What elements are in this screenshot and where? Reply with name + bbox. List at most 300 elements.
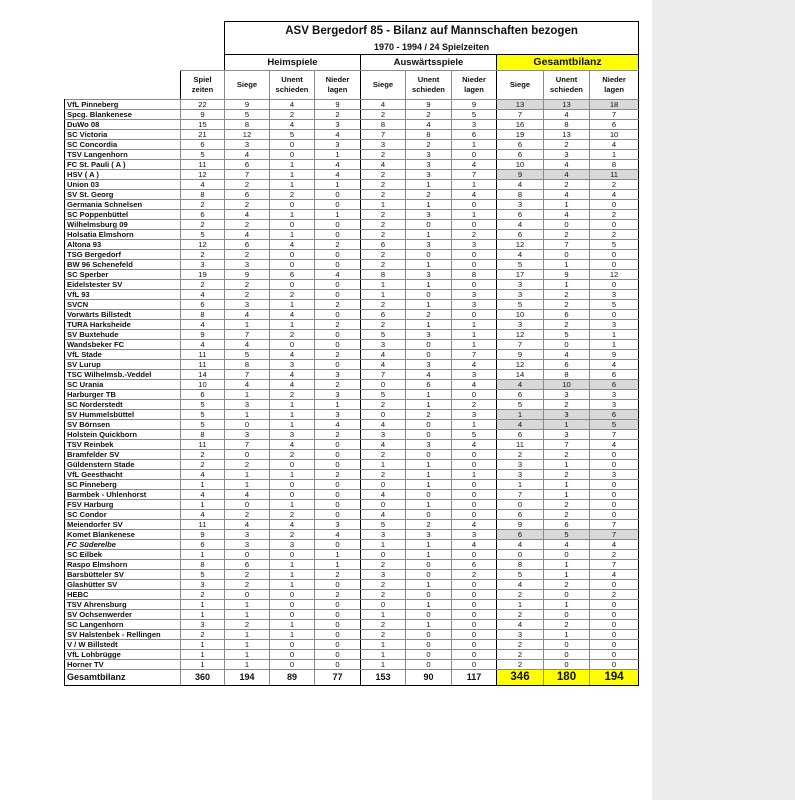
heim-siege: 3 <box>225 530 270 540</box>
heim-unentschieden: 0 <box>270 650 315 660</box>
heim-niederlagen: 3 <box>315 390 361 400</box>
table-row <box>65 350 639 360</box>
heim-niederlagen: 0 <box>315 610 361 620</box>
spielzeiten: 4 <box>181 490 225 500</box>
heim-unentschieden: 2 <box>270 390 315 400</box>
heim-niederlagen: 2 <box>315 320 361 330</box>
aus-niederlagen: 1 <box>452 320 497 330</box>
aus-siege: 2 <box>361 260 406 270</box>
spielzeiten: 9 <box>181 110 225 120</box>
aus-unentschieden: 3 <box>406 440 452 450</box>
aus-siege: 4 <box>361 350 406 360</box>
table-row <box>65 460 639 470</box>
ges-unentschieden: 2 <box>544 300 590 310</box>
heim-siege: 0 <box>225 500 270 510</box>
ges-unentschieden: 6 <box>544 310 590 320</box>
aus-unentschieden: 0 <box>406 510 452 520</box>
header-ges-niederlagen: Nieder lagen <box>590 71 639 100</box>
ges-niederlagen: 0 <box>590 220 639 230</box>
aus-siege: 0 <box>361 550 406 560</box>
aus-siege: 2 <box>361 180 406 190</box>
table-row <box>65 310 639 320</box>
ges-unentschieden: 4 <box>544 170 590 180</box>
table-row <box>65 440 639 450</box>
table-row <box>65 210 639 220</box>
team-name: Bramfelder SV <box>65 450 181 460</box>
ges-unentschieden: 8 <box>544 370 590 380</box>
heim-niederlagen: 4 <box>315 160 361 170</box>
aus-unentschieden: 4 <box>406 120 452 130</box>
aus-unentschieden: 3 <box>406 150 452 160</box>
aus-niederlagen: 0 <box>452 500 497 510</box>
aus-unentschieden: 2 <box>406 140 452 150</box>
aus-unentschieden: 1 <box>406 320 452 330</box>
spielzeiten: 5 <box>181 230 225 240</box>
table-row <box>65 490 639 500</box>
heim-unentschieden: 5 <box>270 130 315 140</box>
aus-unentschieden: 1 <box>406 600 452 610</box>
aus-niederlagen: 3 <box>452 120 497 130</box>
team-name: BW 96 Schenefeld <box>65 260 181 270</box>
ges-siege: 12 <box>497 240 544 250</box>
heim-unentschieden: 0 <box>270 480 315 490</box>
table-row <box>65 560 639 570</box>
spielzeiten: 19 <box>181 270 225 280</box>
table-row <box>65 170 639 180</box>
aus-siege: 2 <box>361 210 406 220</box>
aus-niederlagen: 0 <box>452 580 497 590</box>
ges-unentschieden: 6 <box>544 360 590 370</box>
aus-niederlagen: 7 <box>452 170 497 180</box>
ges-siege: 4 <box>497 580 544 590</box>
aus-unentschieden: 6 <box>406 380 452 390</box>
spielzeiten: 14 <box>181 370 225 380</box>
team-name: Union 03 <box>65 180 181 190</box>
aus-siege: 1 <box>361 650 406 660</box>
aus-niederlagen: 0 <box>452 150 497 160</box>
heim-unentschieden: 2 <box>270 190 315 200</box>
ges-niederlagen: 0 <box>590 610 639 620</box>
spielzeiten: 8 <box>181 310 225 320</box>
spielzeiten: 12 <box>181 240 225 250</box>
team-name: SV Halstenbek - Rellingen <box>65 630 181 640</box>
spielzeiten: 5 <box>181 410 225 420</box>
aus-unentschieden: 0 <box>406 490 452 500</box>
aus-siege: 8 <box>361 120 406 130</box>
team-name: TSV Ahrensburg <box>65 600 181 610</box>
aus-niederlagen: 1 <box>452 180 497 190</box>
heim-siege: 4 <box>225 340 270 350</box>
table-row <box>65 120 639 130</box>
ges-niederlagen: 4 <box>590 360 639 370</box>
team-name: VfL Lohbrügge <box>65 650 181 660</box>
ges-unentschieden: 10 <box>544 380 590 390</box>
heim-unentschieden: 0 <box>270 200 315 210</box>
total-ges-siege: 346 <box>497 670 544 686</box>
aus-niederlagen: 3 <box>452 300 497 310</box>
table-row <box>65 610 639 620</box>
aus-niederlagen: 4 <box>452 380 497 390</box>
spielzeiten: 2 <box>181 250 225 260</box>
ges-siege: 2 <box>497 610 544 620</box>
heim-siege: 3 <box>225 300 270 310</box>
table-row <box>65 110 639 120</box>
heim-niederlagen: 0 <box>315 280 361 290</box>
ges-siege: 4 <box>497 540 544 550</box>
table-row <box>65 540 639 550</box>
aus-unentschieden: 1 <box>406 260 452 270</box>
spielzeiten: 1 <box>181 650 225 660</box>
heim-siege: 3 <box>225 400 270 410</box>
heim-unentschieden: 0 <box>270 610 315 620</box>
aus-siege: 2 <box>361 230 406 240</box>
aus-siege: 7 <box>361 130 406 140</box>
ges-niederlagen: 2 <box>590 550 639 560</box>
spielzeiten: 11 <box>181 160 225 170</box>
ges-unentschieden: 2 <box>544 510 590 520</box>
spielzeiten: 15 <box>181 120 225 130</box>
team-name: TSC Wilhelmsb.-Veddel <box>65 370 181 380</box>
spielzeiten: 6 <box>181 540 225 550</box>
aus-unentschieden: 3 <box>406 330 452 340</box>
aus-niederlagen: 4 <box>452 440 497 450</box>
ges-niederlagen: 7 <box>590 530 639 540</box>
ges-unentschieden: 1 <box>544 280 590 290</box>
total-ges-niederlagen: 194 <box>590 670 639 686</box>
aus-unentschieden: 0 <box>406 560 452 570</box>
total-label: Gesamtbilanz <box>65 670 181 686</box>
aus-siege: 2 <box>361 190 406 200</box>
team-name: TURA Harksheide <box>65 320 181 330</box>
heim-unentschieden: 1 <box>270 470 315 480</box>
ges-niederlagen: 0 <box>590 510 639 520</box>
heim-siege: 2 <box>225 200 270 210</box>
heim-niederlagen: 2 <box>315 470 361 480</box>
table-row <box>65 300 639 310</box>
spielzeiten: 4 <box>181 340 225 350</box>
spielzeiten: 9 <box>181 330 225 340</box>
heim-niederlagen: 2 <box>315 240 361 250</box>
spielzeiten: 5 <box>181 400 225 410</box>
table-row <box>65 430 639 440</box>
ges-unentschieden: 0 <box>544 650 590 660</box>
heim-unentschieden: 1 <box>270 300 315 310</box>
aus-niederlagen: 9 <box>452 100 497 110</box>
aus-unentschieden: 1 <box>406 180 452 190</box>
heim-siege: 1 <box>225 470 270 480</box>
aus-unentschieden: 3 <box>406 270 452 280</box>
ges-niederlagen: 5 <box>590 240 639 250</box>
heim-niederlagen: 3 <box>315 140 361 150</box>
aus-siege: 2 <box>361 250 406 260</box>
table-row <box>65 180 639 190</box>
spielzeiten: 5 <box>181 420 225 430</box>
aus-unentschieden: 2 <box>406 520 452 530</box>
ges-siege: 5 <box>497 260 544 270</box>
ges-unentschieden: 0 <box>544 660 590 670</box>
heim-niederlagen: 0 <box>315 260 361 270</box>
aus-niederlagen: 1 <box>452 330 497 340</box>
aus-unentschieden: 0 <box>406 650 452 660</box>
ges-unentschieden: 1 <box>544 630 590 640</box>
ges-siege: 4 <box>497 180 544 190</box>
team-name: SC Langenhorn <box>65 620 181 630</box>
heim-unentschieden: 0 <box>270 340 315 350</box>
aus-niederlagen: 4 <box>452 360 497 370</box>
aus-siege: 1 <box>361 610 406 620</box>
heim-siege: 1 <box>225 640 270 650</box>
heim-unentschieden: 4 <box>270 370 315 380</box>
heim-unentschieden: 2 <box>270 530 315 540</box>
heim-niederlagen: 0 <box>315 630 361 640</box>
heim-niederlagen: 3 <box>315 410 361 420</box>
ges-niederlagen: 6 <box>590 370 639 380</box>
table-row <box>65 340 639 350</box>
heim-siege: 12 <box>225 130 270 140</box>
aus-niederlagen: 3 <box>452 370 497 380</box>
heim-unentschieden: 1 <box>270 410 315 420</box>
heim-siege: 1 <box>225 600 270 610</box>
total-heim-siege: 194 <box>225 670 270 686</box>
team-name: SC Eilbek <box>65 550 181 560</box>
heim-unentschieden: 0 <box>270 280 315 290</box>
team-name: Eidelstester SV <box>65 280 181 290</box>
heim-siege: 2 <box>225 570 270 580</box>
heim-siege: 3 <box>225 260 270 270</box>
team-name: Holsatia Elmshorn <box>65 230 181 240</box>
aus-siege: 2 <box>361 630 406 640</box>
ges-unentschieden: 1 <box>544 460 590 470</box>
aus-unentschieden: 0 <box>406 250 452 260</box>
team-name: VfL Geesthacht <box>65 470 181 480</box>
aus-siege: 1 <box>361 460 406 470</box>
table-row <box>65 130 639 140</box>
team-name: SV Buxtehude <box>65 330 181 340</box>
heim-unentschieden: 3 <box>270 430 315 440</box>
heim-unentschieden: 0 <box>270 590 315 600</box>
heim-unentschieden: 1 <box>270 580 315 590</box>
ges-siege: 12 <box>497 360 544 370</box>
ges-niederlagen: 2 <box>590 230 639 240</box>
ges-niederlagen: 0 <box>590 500 639 510</box>
ges-unentschieden: 7 <box>544 440 590 450</box>
ges-unentschieden: 4 <box>544 190 590 200</box>
ges-unentschieden: 0 <box>544 640 590 650</box>
heim-unentschieden: 1 <box>270 560 315 570</box>
spielzeiten: 1 <box>181 640 225 650</box>
table-row <box>65 660 639 670</box>
spielzeiten: 8 <box>181 560 225 570</box>
ges-siege: 6 <box>497 230 544 240</box>
heim-siege: 5 <box>225 350 270 360</box>
ges-unentschieden: 4 <box>544 350 590 360</box>
heim-siege: 6 <box>225 560 270 570</box>
ges-siege: 9 <box>497 350 544 360</box>
aus-niederlagen: 3 <box>452 530 497 540</box>
spielzeiten: 2 <box>181 460 225 470</box>
ges-unentschieden: 2 <box>544 500 590 510</box>
heim-niederlagen: 0 <box>315 460 361 470</box>
aus-siege: 2 <box>361 170 406 180</box>
aus-siege: 6 <box>361 310 406 320</box>
ges-siege: 3 <box>497 320 544 330</box>
table-row <box>65 220 639 230</box>
group-heimspiele: Heimspiele <box>225 55 361 71</box>
header-spielzeiten: Spiel zeiten <box>181 71 225 100</box>
ges-siege: 10 <box>497 160 544 170</box>
team-name: HSV ( A ) <box>65 170 181 180</box>
heim-siege: 1 <box>225 480 270 490</box>
aus-siege: 3 <box>361 530 406 540</box>
ges-niederlagen: 11 <box>590 170 639 180</box>
team-name: SV Hummelsbüttel <box>65 410 181 420</box>
heim-niederlagen: 0 <box>315 600 361 610</box>
heim-niederlagen: 0 <box>315 440 361 450</box>
heim-siege: 6 <box>225 240 270 250</box>
heim-niederlagen: 0 <box>315 640 361 650</box>
aus-siege: 4 <box>361 440 406 450</box>
team-name: SC Urania <box>65 380 181 390</box>
ges-unentschieden: 6 <box>544 520 590 530</box>
heim-siege: 2 <box>225 280 270 290</box>
team-name: SV St. Georg <box>65 190 181 200</box>
table-row <box>65 360 639 370</box>
aus-siege: 1 <box>361 640 406 650</box>
ges-unentschieden: 0 <box>544 250 590 260</box>
aus-unentschieden: 0 <box>406 660 452 670</box>
team-name: Barsbütteler SV <box>65 570 181 580</box>
aus-unentschieden: 0 <box>406 340 452 350</box>
aus-unentschieden: 8 <box>406 130 452 140</box>
ges-unentschieden: 2 <box>544 180 590 190</box>
table-row <box>65 270 639 280</box>
aus-niederlagen: 0 <box>452 310 497 320</box>
aus-niederlagen: 0 <box>452 450 497 460</box>
table-row <box>65 380 639 390</box>
aus-siege: 5 <box>361 520 406 530</box>
aus-unentschieden: 1 <box>406 620 452 630</box>
team-name: Germania Schnelsen <box>65 200 181 210</box>
heim-niederlagen: 0 <box>315 450 361 460</box>
aus-siege: 2 <box>361 110 406 120</box>
heim-niederlagen: 0 <box>315 500 361 510</box>
table-row <box>65 570 639 580</box>
spielzeiten: 4 <box>181 320 225 330</box>
heim-unentschieden: 1 <box>270 160 315 170</box>
aus-unentschieden: 0 <box>406 640 452 650</box>
ges-unentschieden: 9 <box>544 270 590 280</box>
total-spielzeiten: 360 <box>181 670 225 686</box>
team-name: SC Concordia <box>65 140 181 150</box>
ges-niederlagen: 0 <box>590 250 639 260</box>
table-row <box>65 250 639 260</box>
aus-unentschieden: 3 <box>406 530 452 540</box>
aus-niederlagen: 0 <box>452 460 497 470</box>
table-row <box>65 160 639 170</box>
ges-siege: 3 <box>497 630 544 640</box>
ges-siege: 10 <box>497 310 544 320</box>
ges-niederlagen: 0 <box>590 660 639 670</box>
heim-siege: 1 <box>225 410 270 420</box>
aus-siege: 2 <box>361 620 406 630</box>
heim-siege: 1 <box>225 390 270 400</box>
aus-siege: 0 <box>361 600 406 610</box>
aus-siege: 4 <box>361 490 406 500</box>
team-name: SC Pinneberg <box>65 480 181 490</box>
aus-unentschieden: 3 <box>406 170 452 180</box>
table-row <box>65 480 639 490</box>
heim-siege: 2 <box>225 460 270 470</box>
ges-niederlagen: 7 <box>590 110 639 120</box>
team-name: FC St. Pauli ( A ) <box>65 160 181 170</box>
aus-siege: 3 <box>361 430 406 440</box>
table-row <box>65 400 639 410</box>
ges-niederlagen: 1 <box>590 330 639 340</box>
aus-siege: 4 <box>361 510 406 520</box>
ges-niederlagen: 1 <box>590 340 639 350</box>
heim-siege: 0 <box>225 550 270 560</box>
team-name: SV Lurup <box>65 360 181 370</box>
ges-niederlagen: 0 <box>590 200 639 210</box>
ges-niederlagen: 0 <box>590 620 639 630</box>
ges-niederlagen: 0 <box>590 580 639 590</box>
aus-siege: 6 <box>361 240 406 250</box>
spielzeiten: 11 <box>181 520 225 530</box>
ges-siege: 5 <box>497 300 544 310</box>
spielzeiten: 2 <box>181 200 225 210</box>
aus-siege: 1 <box>361 540 406 550</box>
team-rows <box>65 100 639 670</box>
spielzeiten: 8 <box>181 190 225 200</box>
heim-unentschieden: 4 <box>270 310 315 320</box>
spielzeiten: 3 <box>181 260 225 270</box>
table-row <box>65 100 639 110</box>
team-name: Altona 93 <box>65 240 181 250</box>
table-row <box>65 390 639 400</box>
aus-unentschieden: 0 <box>406 630 452 640</box>
aus-niederlagen: 0 <box>452 390 497 400</box>
aus-niederlagen: 1 <box>452 140 497 150</box>
spielzeiten: 6 <box>181 140 225 150</box>
ges-siege: 3 <box>497 200 544 210</box>
heim-unentschieden: 0 <box>270 140 315 150</box>
spielzeiten: 3 <box>181 620 225 630</box>
aus-unentschieden: 1 <box>406 480 452 490</box>
ges-unentschieden: 1 <box>544 570 590 580</box>
aus-siege: 3 <box>361 340 406 350</box>
total-aus-siege: 153 <box>361 670 406 686</box>
ges-unentschieden: 1 <box>544 200 590 210</box>
table-row <box>65 600 639 610</box>
table-row <box>65 650 639 660</box>
aus-siege: 3 <box>361 570 406 580</box>
ges-unentschieden: 0 <box>544 340 590 350</box>
heim-unentschieden: 1 <box>270 230 315 240</box>
heim-unentschieden: 2 <box>270 110 315 120</box>
aus-siege: 7 <box>361 370 406 380</box>
spielzeiten: 3 <box>181 580 225 590</box>
aus-siege: 4 <box>361 360 406 370</box>
spielzeiten: 12 <box>181 170 225 180</box>
ges-siege: 19 <box>497 130 544 140</box>
ges-siege: 6 <box>497 150 544 160</box>
heim-unentschieden: 0 <box>270 460 315 470</box>
aus-unentschieden: 3 <box>406 160 452 170</box>
aus-niederlagen: 4 <box>452 160 497 170</box>
ges-siege: 1 <box>497 480 544 490</box>
total-heim-niederlagen: 77 <box>315 670 361 686</box>
page-title: ASV Bergedorf 85 - Bilanz auf Mannschaften bezogen <box>225 22 639 42</box>
